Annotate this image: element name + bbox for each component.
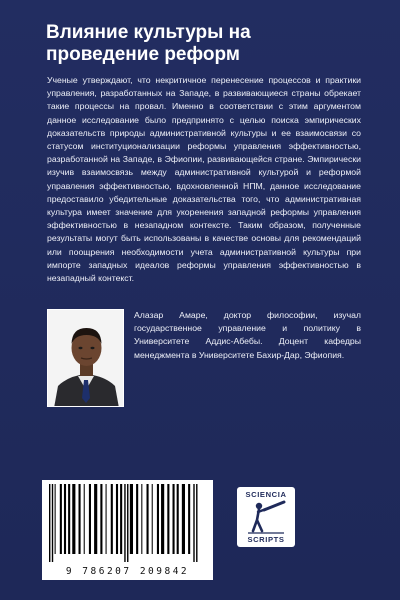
barcode-bar [89,484,91,554]
barcode-bar [111,484,113,554]
barcode-bar [64,484,66,554]
barcode-bar [116,484,118,554]
book-abstract: Ученые утверждают, что некритичное перенесение процессов и практики управления, разработанных на Западе, в развивающиеся страны обрекает такие процессы на провал. Именно в соответствии с этим аргументом данное исследование было предпринято с целью поиска эмпирических доказательств природы административной культуры и ее взаимосвязи со статусом институционализации реформы управления эффективностью, разработанной на Западе, в Эфиопии, развивающейся стране. Эмпирически изучив взаимосвязь между административной культурой и реформой управления эффективностью, вдохновленной НПМ, данное исследование предоставило убедительные доказательства того, что административная культура имеет значение для укоренения западной реформы управления эффективностью в незападном контексте. Таким образом, полученные результаты могут быть использованы в качестве основы для рекомендаций или поощрения необходимости учета административной культуры при импорте западных идеалов реформы управления эффективностью в незападный контекст. [47,75,361,284]
barcode-bar [94,484,97,554]
barcode-bar [100,484,102,554]
barcode-bar [84,484,85,554]
barcode-bar [188,484,190,554]
barcode-bar [161,484,164,554]
barcode-bar [60,484,62,554]
barcode-guard-bar [52,484,53,562]
author-photo [47,309,124,407]
barcode-bar [173,484,175,554]
barcode-icon [47,484,208,562]
barcode-bar [157,484,159,554]
publisher-logo-line2: SCRIPTS [247,535,285,544]
barcode-bar [167,484,169,554]
barcode-guard-bar [49,484,50,562]
barcode-bar [79,484,81,554]
barcode-bar [130,484,133,554]
barcode-bar [72,484,75,554]
barcode-bar [182,484,185,554]
barcode-guard-bar [127,484,128,562]
book-title: Влияние культуры на проведение реформ [46,22,251,65]
barcode-bar [177,484,179,554]
barcode-bar [55,484,56,554]
barcode-bar [136,484,138,554]
barcode-guard-bar [124,484,125,562]
isbn-number: 9 786207 209842 [65,566,190,577]
barcode-bar [120,484,122,554]
author-bio: Алазар Амаре, доктор философии, изучал государственное управление и политику в Университете Аддис-Абебы. Доцент кафедры менеджмента в Университете Бахир-Дар, Эфиопия. [134,310,361,360]
barcode-bar [106,484,107,554]
barcode-guard-bar [193,484,194,562]
barcode-bar [68,484,70,554]
publisher-logo [237,487,295,547]
barcode-bar [141,484,142,554]
scientist-figure-icon [246,500,286,534]
isbn-barcode [42,480,213,580]
author-portrait-icon [48,310,124,407]
barcode-guard-bar [196,484,197,562]
barcode-bar [152,484,153,554]
barcode-bar [147,484,149,554]
publisher-logo-line1: SCIENCIA [245,490,287,499]
